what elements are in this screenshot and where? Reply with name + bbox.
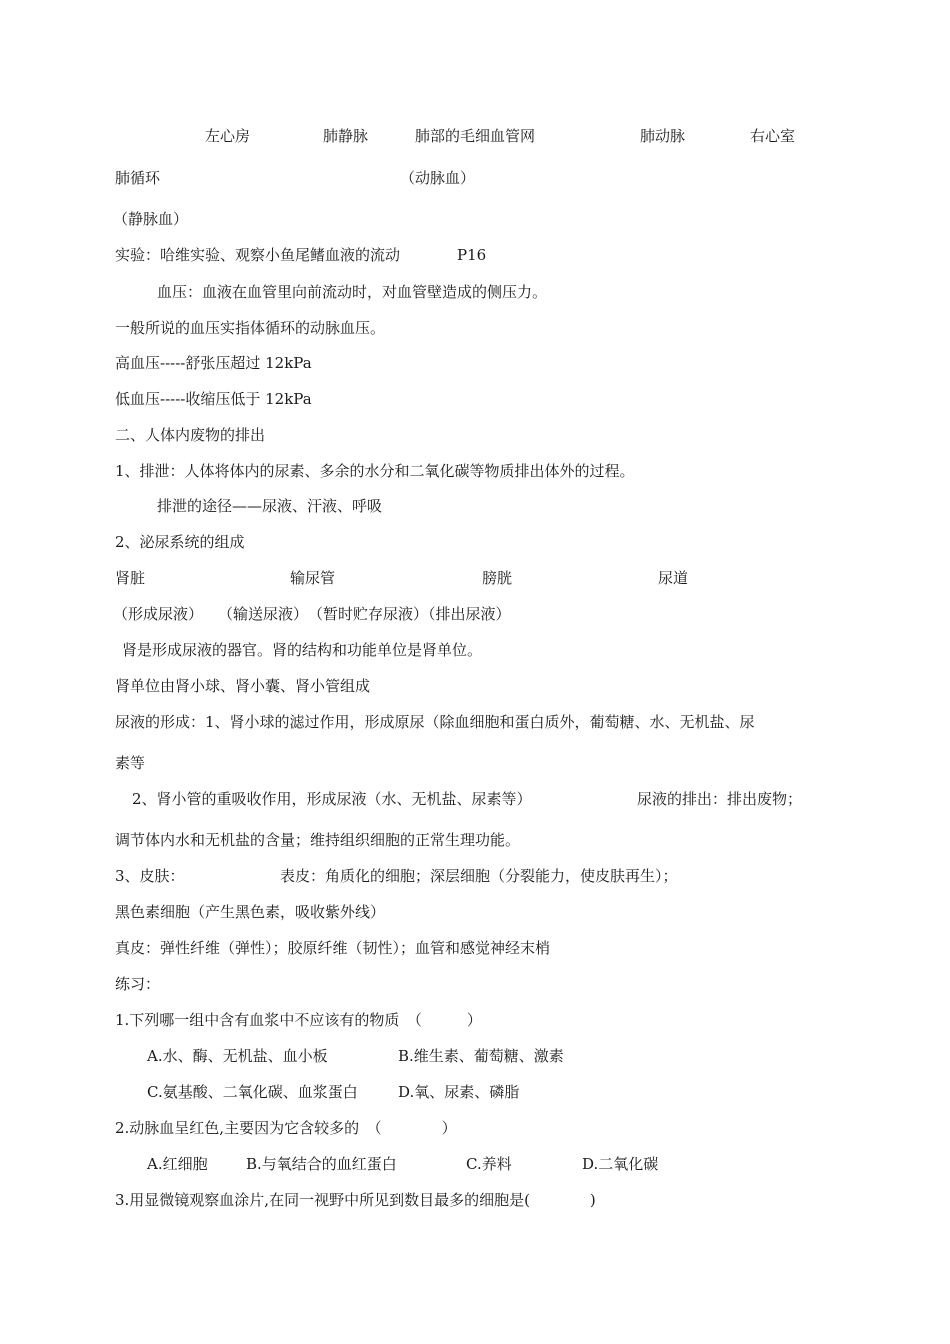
dermis-description: 真皮：弹性纤维（弹性）；胶原纤维（韧性）；血管和感觉神经末梢 [115,939,551,957]
pulmonary-circulation-label: 肺循环 [115,169,161,187]
blood-pressure-definition: 血压：血液在血管里向前流动时，对血管壁造成的侧压力。 [157,283,548,301]
question-2-option-b: B.与氧结合的血红蛋白 [246,1155,397,1173]
lung-capillary-label: 肺部的毛细血管网 [415,127,536,145]
urinary-system-heading: 2、泌尿系统的组成 [115,533,245,551]
question-1-option-a: A.水、酶、无机盐、血小板 [147,1047,328,1065]
question-1-option-c: C.氨基酸、二氧化碳、血浆蛋白 [147,1083,358,1101]
section-heading: 二、人体内废物的排出 [115,426,266,444]
venous-blood-label: （静脉血） [113,210,189,228]
question-1-stem: 1.下列哪一组中含有血浆中不应该有的物质 （ ） [115,1011,482,1029]
urethra-label: 尿道 [658,569,689,587]
question-2-option-a: A.红细胞 [147,1155,208,1173]
practice-heading: 练习： [115,975,161,993]
experiment-page-ref: P16 [457,246,487,264]
urine-formation-step1-cont: 素等 [115,754,146,772]
pulmonary-vein-label: 肺静脉 [323,127,369,145]
nephron-composition: 肾单位由肾小球、肾小囊、肾小管组成 [115,677,371,695]
excretion-definition: 1、排泄：人体将体内的尿素、多余的水分和二氧化碳等物质排出体外的过程。 [115,462,635,480]
kidney-statement: 肾是形成尿液的器官。肾的结构和功能单位是肾单位。 [122,641,483,659]
question-2-stem: 2.动脉血呈红色,主要因为它含较多的 （ ） [115,1119,457,1137]
high-blood-pressure: 高血压-----舒张压超过 12kPa [115,354,312,372]
question-1-option-d: D.氧、尿素、磷脂 [398,1083,520,1101]
organ-functions: （形成尿液） （输送尿液） （暂时贮存尿液）（排出尿液） [113,605,511,623]
bladder-label: 膀胱 [482,569,513,587]
melanocyte-description: 黑色素细胞（产生黑色素，吸收紫外线） [115,903,386,921]
question-3-stem: 3.用显微镜观察血涂片,在同一视野中所见到数目最多的细胞是( ) [115,1191,596,1209]
blood-pressure-general: 一般所说的血压实指体循环的动脉血压。 [115,319,386,337]
ureter-label: 输尿管 [290,569,336,587]
right-ventricle-label: 右心室 [750,127,796,145]
epidermis-description: 表皮：角质化的细胞；深层细胞（分裂能力，使皮肤再生）； [280,867,678,885]
question-1-option-b: B.维生素、葡萄糖、激素 [398,1047,564,1065]
experiment-line: 实验：哈维实验、观察小鱼尾鳍血液的流动 [115,246,401,264]
arterial-blood-label: （动脉血） [400,169,476,187]
kidney-label: 肾脏 [115,569,146,587]
question-2-option-c: C.养料 [466,1155,512,1173]
urine-formation-step2: 2、肾小管的重吸收作用，形成尿液（水、无机盐、尿素等） [132,790,532,808]
urine-regulation: 调节体内水和无机盐的含量；维持组织细胞的正常生理功能。 [115,831,521,849]
left-atrium-label: 左心房 [205,127,251,145]
question-2-option-d: D.二氧化碳 [582,1155,659,1173]
excretion-routes: 排泄的途径——尿液、汗液、呼吸 [157,497,383,515]
skin-heading: 3、皮肤： [115,867,185,885]
urine-formation-step1: 尿液的形成：1、肾小球的滤过作用，形成原尿（除血细胞和蛋白质外，葡萄糖、水、无机盐、尿 [115,713,755,731]
urine-discharge: 尿液的排出：排出废物； [637,790,803,808]
pulmonary-artery-label: 肺动脉 [640,127,686,145]
low-blood-pressure: 低血压-----收缩压低于 12kPa [115,390,312,408]
